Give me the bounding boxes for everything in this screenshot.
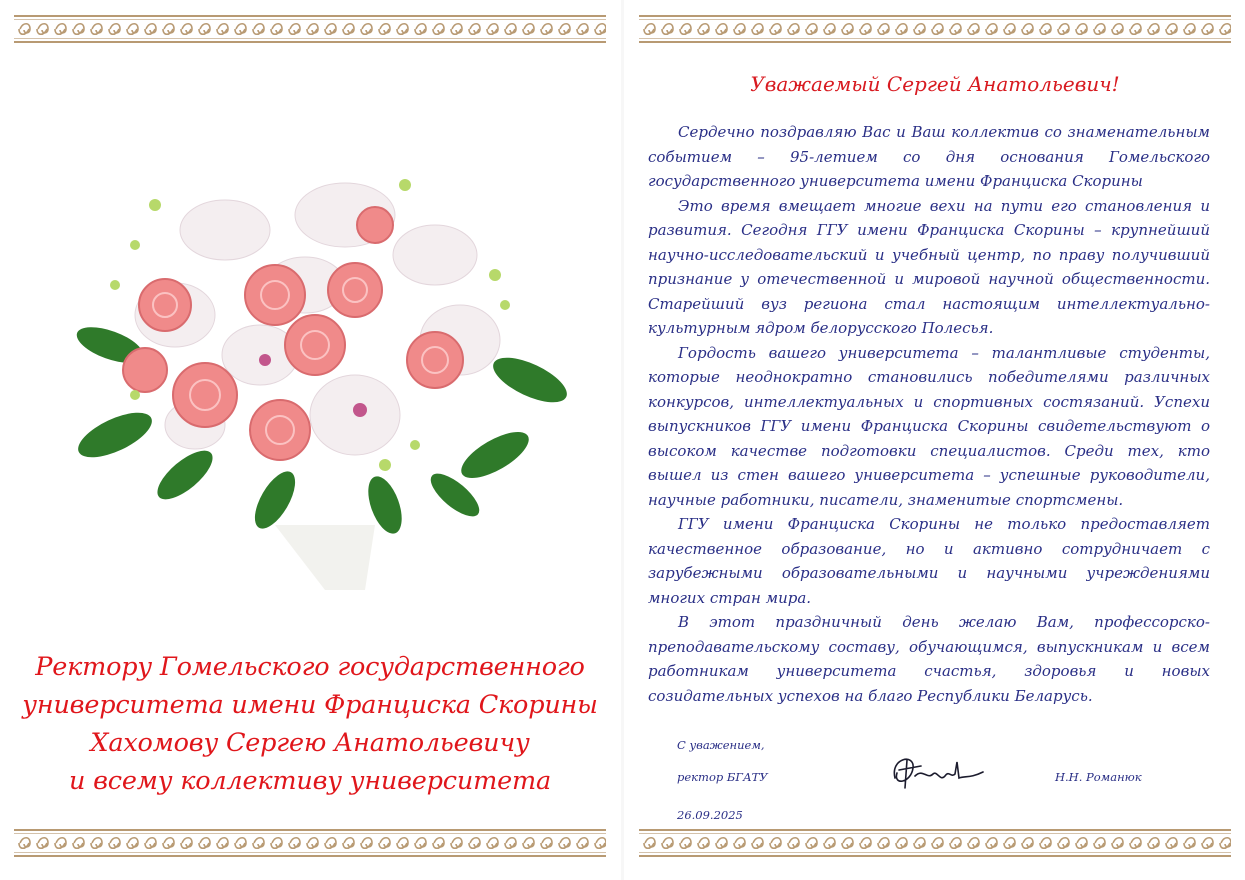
letter-body	[648, 120, 1210, 708]
ornamental-border-top	[639, 14, 1231, 44]
letter-paragraph: ГГУ имени Франциска Скорины не только предоставляет качественное образование, но и активно сотрудничает с зарубежными образовательными и научными учреждениями многих стран мира.	[648, 515, 1210, 607]
address-line: и всему коллективу университета	[69, 766, 551, 796]
flower-bouquet-image	[75, 165, 575, 590]
letter-paragraph: Это время вмещает многие вехи на пути его становления и развития. Сегодня ГГУ имени Франциска Скорины – крупнейший научно-исследовательский и учебный центр, по праву получивший признание у отечественной и мировой научной общественности. Старейший вуз региона стал настоящим интеллектуально-культурным ядром белорусского Полесья.	[648, 196, 1210, 337]
ornamental-border-bottom	[14, 828, 606, 858]
signer-name: Н.Н. Романюк	[1055, 770, 1142, 784]
address-line: Ректору Гомельского государственного	[35, 652, 585, 682]
letter-paragraph: Сердечно поздравляю Вас и Ваш коллектив со знаменательным событием – 95-летием со дня основания Гомельского государственного университета имени Франциска Скорины	[648, 123, 1210, 190]
page-divider	[621, 0, 624, 880]
address-block	[20, 648, 600, 800]
letter-paragraph: В этот праздничный день желаю Вам, профессорско-преподавательскому составу, обучающимся, выпускникам и всем работникам университета счастья, здоровья и новых созидательных успехов на благо Республики Беларусь.	[648, 613, 1210, 705]
right-page	[625, 0, 1245, 880]
signature-image	[885, 748, 995, 794]
ornamental-border-bottom	[639, 828, 1231, 858]
letter-paragraph: Гордость вашего университета – талантливые студенты, которые неоднократно становились победителями различных конкурсов, интеллектуальных и спортивных состязаний. Успехи выпускников ГГУ имени Франциска Скорины свидетельствуют о высоком качестве подготовки специалистов. Среди тех, кто вышел из стен вашего университета – успешные руководители, научные работники, писатели, знаменитые спортсмены.	[648, 343, 1210, 509]
left-page	[0, 0, 620, 880]
signer-position: ректор БГАТУ	[677, 770, 768, 784]
letter-date: 26.09.2025	[677, 808, 743, 822]
ornamental-border-top	[14, 14, 606, 44]
address-line: университета имени Франциска Скорины	[22, 690, 598, 720]
closing: С уважением,	[677, 738, 765, 752]
address-line: Хахомову Сергею Анатольевичу	[90, 728, 530, 758]
salutation: Уважаемый Сергей Анатольевич!	[750, 72, 1120, 96]
